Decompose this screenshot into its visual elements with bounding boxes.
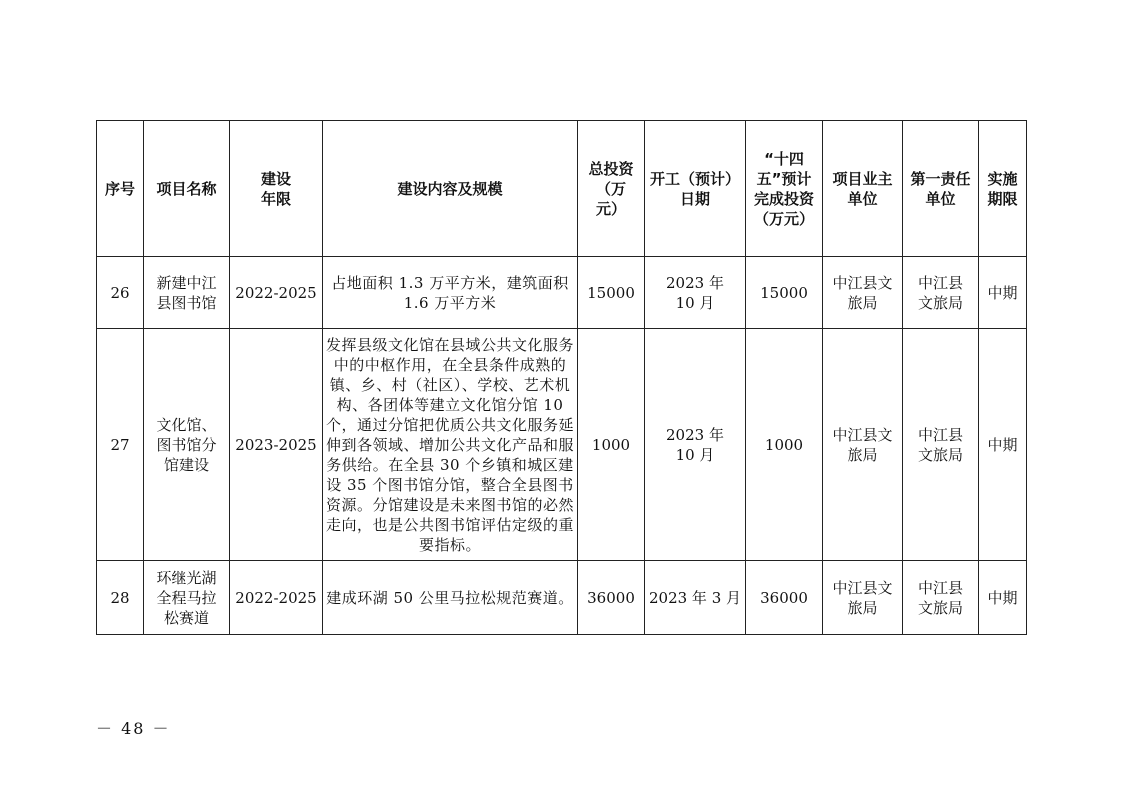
cell-responsible: 中江县文旅局	[903, 257, 979, 329]
header-responsible: 第一责任 单位	[903, 121, 979, 257]
cell-phase: 中期	[979, 561, 1027, 635]
cell-content: 发挥县级文化馆在县域公共文化服务中的中枢作用，在全县条件成熟的镇、乡、村（社区）、学校、艺术机构、各团体等建立文化馆分馆 10 个，通过分馆把优质公共文化服务延伸到各领域、增加公共文化产品和服务供给。在全县 30 个乡镇和城区建设 35 个图书馆分馆，整合全县图书资源。分馆建设是未来图书馆的必然走向，也是公共图书馆评估定级的重要指标。	[323, 329, 578, 561]
cell-seq: 27	[97, 329, 144, 561]
table-row	[97, 329, 1027, 561]
cell-owner: 中江县文旅局	[823, 329, 903, 561]
cell-seq: 26	[97, 257, 144, 329]
header-phase: 实施期限	[979, 121, 1027, 257]
cell-content: 占地面积 1.3 万平方米，建筑面积 1.6 万平方米	[323, 257, 578, 329]
cell-plan-invest: 15000	[746, 257, 823, 329]
cell-owner: 中江县文旅局	[823, 561, 903, 635]
project-table	[96, 120, 1027, 635]
cell-responsible: 中江县文旅局	[903, 561, 979, 635]
cell-phase: 中期	[979, 257, 1027, 329]
cell-period: 2022-2025	[230, 257, 323, 329]
cell-investment: 15000	[578, 257, 645, 329]
page-number: － 48 －	[96, 719, 171, 738]
cell-start: 2023 年 10 月	[645, 257, 746, 329]
cell-content: 建成环湖 50 公里马拉松规范赛道。	[323, 561, 578, 635]
cell-period: 2022-2025	[230, 561, 323, 635]
cell-responsible: 中江县文旅局	[903, 329, 979, 561]
cell-investment: 36000	[578, 561, 645, 635]
cell-investment: 1000	[578, 329, 645, 561]
header-content: 建设内容及规模	[323, 121, 578, 257]
header-seq: 序号	[97, 121, 144, 257]
cell-name: 文化馆、图书馆分馆建设	[144, 329, 230, 561]
cell-start: 2023 年 10 月	[645, 329, 746, 561]
cell-period: 2023-2025	[230, 329, 323, 561]
cell-name: 环继光湖全程马拉松赛道	[144, 561, 230, 635]
header-owner: 项目业主单位	[823, 121, 903, 257]
cell-plan-invest: 36000	[746, 561, 823, 635]
header-name: 项目名称	[144, 121, 230, 257]
cell-name: 新建中江县图书馆	[144, 257, 230, 329]
cell-seq: 28	[97, 561, 144, 635]
header-plan-invest: “十四五”预计完成投资（万元）	[746, 121, 823, 257]
table-row	[97, 257, 1027, 329]
cell-plan-invest: 1000	[746, 329, 823, 561]
table-row	[97, 561, 1027, 635]
cell-phase: 中期	[979, 329, 1027, 561]
table-header-row	[97, 121, 1027, 257]
header-period: 建设 年限	[230, 121, 323, 257]
cell-start: 2023 年 3 月	[645, 561, 746, 635]
header-start: 开工（预计）日期	[645, 121, 746, 257]
cell-owner: 中江县文旅局	[823, 257, 903, 329]
header-investment: 总投资（万元）	[578, 121, 645, 257]
